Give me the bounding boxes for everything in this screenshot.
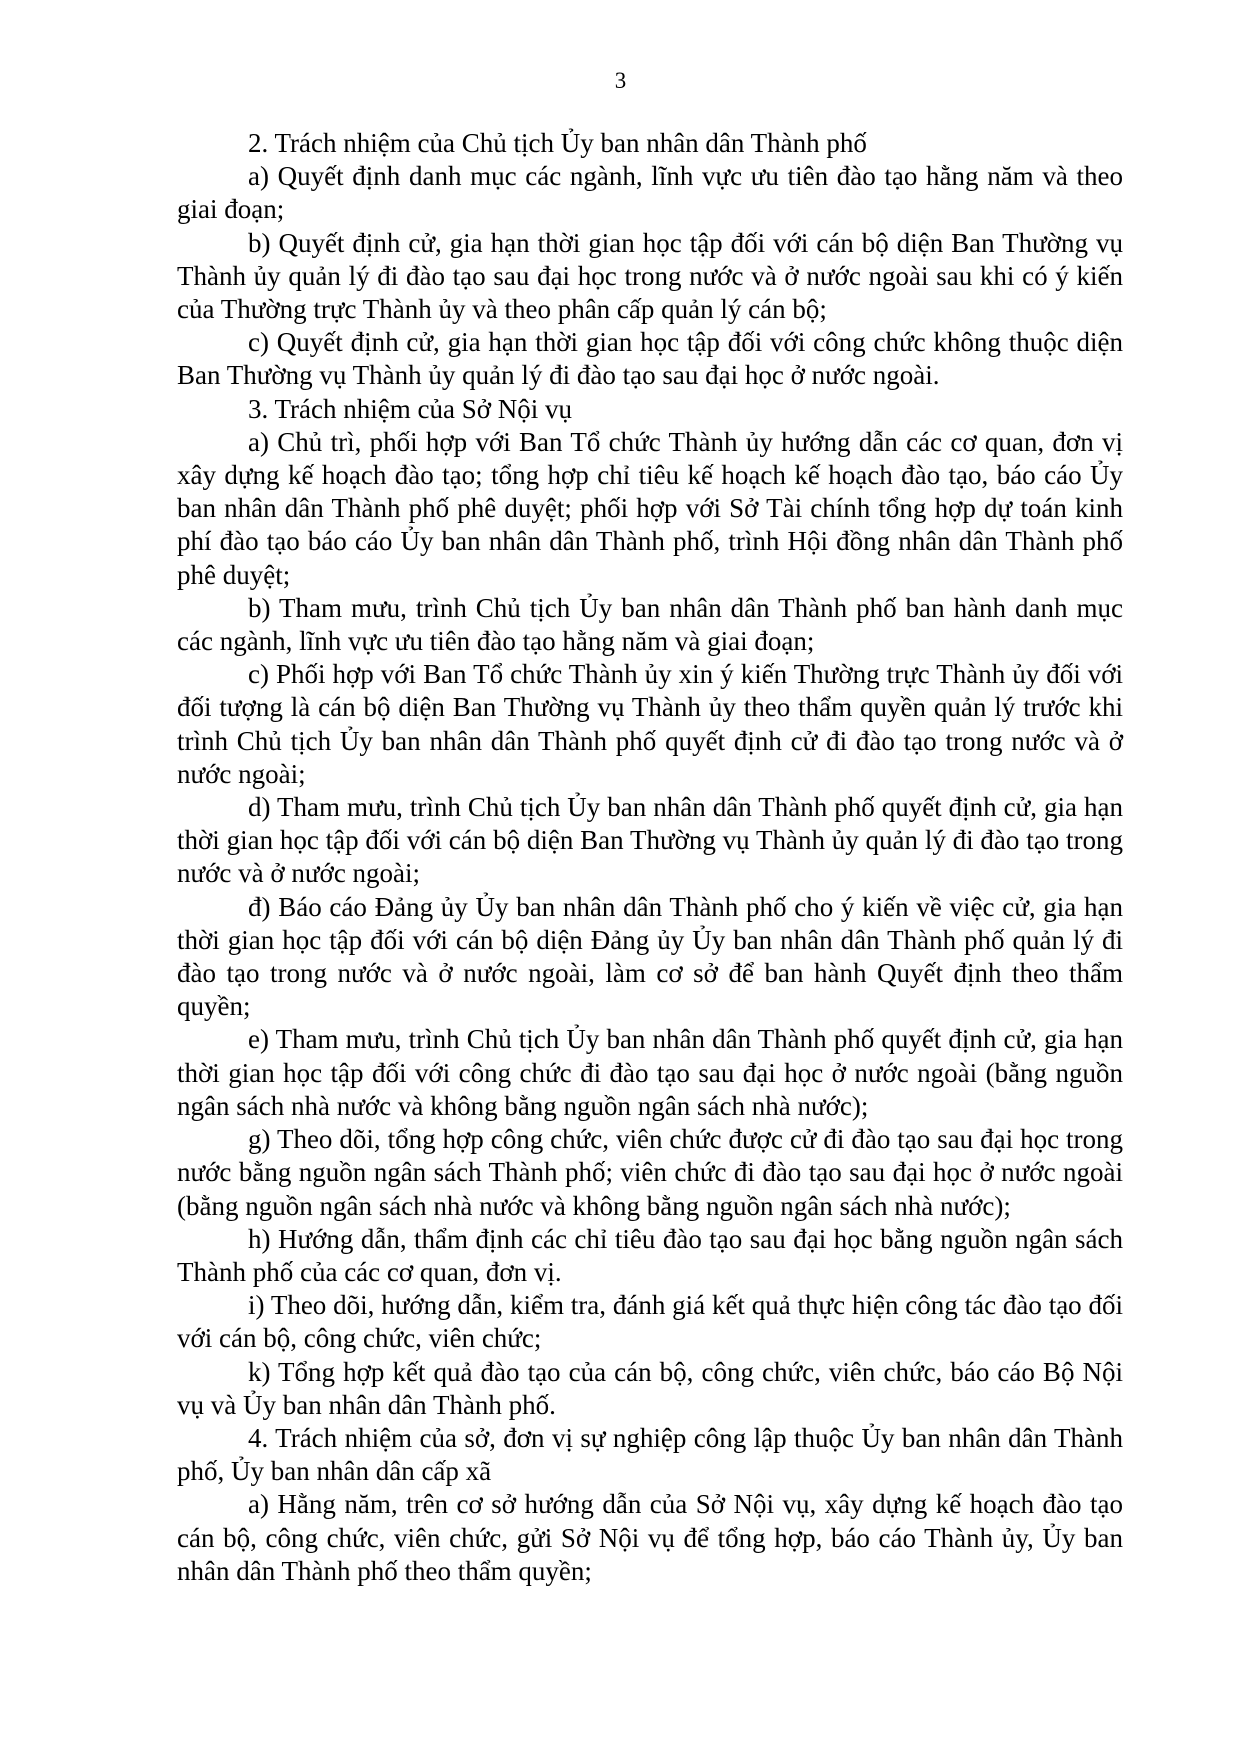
- clause-3d: d) Tham mưu, trình Chủ tịch Ủy ban nhân dân Thành phố quyết định cử, gia hạn thời gian học tập đối với cán bộ diện Ban Thường vụ Thành ủy quản lý đi đào tạo trong nước và ở nước ngoài;: [177, 792, 1123, 889]
- section-heading-2: 2. Trách nhiệm của Chủ tịch Ủy ban nhân dân Thành phố: [248, 128, 867, 158]
- clause-3g: g) Theo dõi, tổng hợp công chức, viên chức được cử đi đào tạo sau đại học trong nước bằng nguồn ngân sách Thành phố; viên chức đi đào tạo sau đại học ở nước ngoài (bằng nguồn ngân sách nhà nước và không bằng nguồn ngân sách nhà nước);: [177, 1124, 1123, 1221]
- clause-2a: a) Quyết định danh mục các ngành, lĩnh vực ưu tiên đào tạo hằng năm và theo giai đoạn;: [177, 161, 1123, 225]
- page-number: 3: [614, 68, 627, 93]
- clause-4a: a) Hằng năm, trên cơ sở hướng dẫn của Sở Nội vụ, xây dựng kế hoạch đào tạo cán bộ, công chức, viên chức, gửi Sở Nội vụ để tổng hợp, báo cáo Thành ủy, Ủy ban nhân dân Thành phố theo thẩm quyền;: [177, 1489, 1123, 1586]
- clause-3b: b) Tham mưu, trình Chủ tịch Ủy ban nhân dân Thành phố ban hành danh mục các ngành, lĩnh vực ưu tiên đào tạo hằng năm và giai đoạn;: [177, 592, 1123, 657]
- clause-3c: c) Phối hợp với Ban Tổ chức Thành ủy xin ý kiến Thường trực Thành ủy đối với đối tượng là cán bộ diện Ban Thường vụ Thành ủy theo thẩm quyền quản lý trước khi trình Chủ tịch Ủy ban nhân dân Thành phố quyết định cử đi đào tạo trong nước và ở nước ngoài;: [177, 659, 1123, 789]
- clause-3i: i) Theo dõi, hướng dẫn, kiểm tra, đánh giá kết quả thực hiện công tác đào tạo đối với cán bộ, công chức, viên chức;: [177, 1290, 1123, 1354]
- clause-2b: b) Quyết định cử, gia hạn thời gian học tập đối với cán bộ diện Ban Thường vụ Thành ủy quản lý đi đào tạo sau đại học trong nước và ở nước ngoài sau khi có ý kiến của Thường trực Thành ủy và theo phân cấp quản lý cán bộ;: [177, 227, 1123, 325]
- clause-2c: c) Quyết định cử, gia hạn thời gian học tập đối với công chức không thuộc diện Ban Thường vụ Thành ủy quản lý đi đào tạo sau đại học ở nước ngoài.: [177, 327, 1123, 391]
- clause-3h: h) Hướng dẫn, thẩm định các chỉ tiêu đào tạo sau đại học bằng nguồn ngân sách Thành phố của các cơ quan, đơn vị.: [177, 1223, 1123, 1287]
- clause-3e: e) Tham mưu, trình Chủ tịch Ủy ban nhân dân Thành phố quyết định cử, gia hạn thời gian học tập đối với công chức đi đào tạo sau đại học ở nước ngoài (bằng nguồn ngân sách nhà nước và không bằng nguồn ngân sách nhà nước);: [177, 1024, 1123, 1121]
- section-heading-3: 3. Trách nhiệm của Sở Nội vụ: [248, 393, 573, 424]
- clause-3dd: đ) Báo cáo Đảng ủy Ủy ban nhân dân Thành phố cho ý kiến về việc cử, gia hạn thời gian học tập đối với cán bộ diện Đảng ủy Ủy ban nhân dân Thành phố quản lý đi đào tạo trong nước và ở nước ngoài, làm cơ sở để ban hành Quyết định theo thẩm quyền;: [177, 891, 1123, 1022]
- document-body: [177, 127, 1123, 1588]
- clause-3k: k) Tổng hợp kết quả đào tạo của cán bộ, công chức, viên chức, báo cáo Bộ Nội vụ và Ủy ban nhân dân Thành phố.: [177, 1356, 1123, 1420]
- section-heading-4: 4. Trách nhiệm của sở, đơn vị sự nghiệp công lập thuộc Ủy ban nhân dân Thành phố, Ủy ban nhân dân cấp xã: [177, 1422, 1123, 1487]
- clause-3a: a) Chủ trì, phối hợp với Ban Tổ chức Thành ủy hướng dẫn các cơ quan, đơn vị xây dựng kế hoạch đào tạo; tổng hợp chỉ tiêu kế hoạch kế hoạch đào tạo, báo cáo Ủy ban nhân dân Thành phố phê duyệt; phối hợp với Sở Tài chính tổng hợp dự toán kinh phí đào tạo báo cáo Ủy ban nhân dân Thành phố, trình Hội đồng nhân dân Thành phố phê duyệt;: [177, 426, 1123, 590]
